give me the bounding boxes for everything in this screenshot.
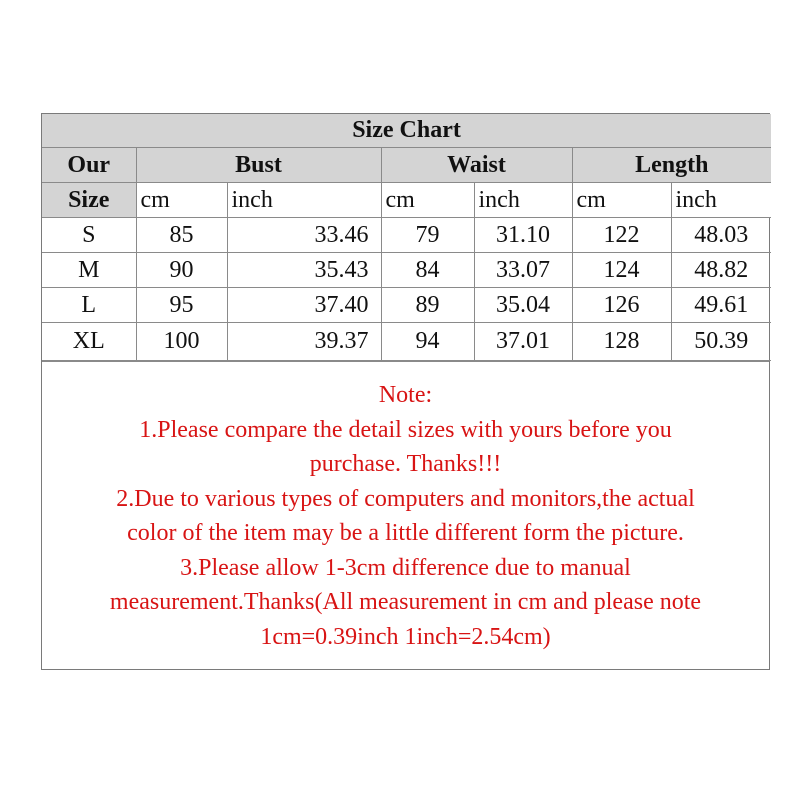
bust-cm-value: 85 bbox=[136, 218, 227, 253]
bust-header: Bust bbox=[136, 148, 381, 183]
note-line: purchase. Thanks!!! bbox=[309, 451, 502, 477]
bust-cm-value: 95 bbox=[136, 288, 227, 323]
waist-inch-value: 37.01 bbox=[474, 323, 572, 361]
length-cm-value: 128 bbox=[572, 323, 671, 361]
bust-inch-value: 39.37 bbox=[227, 323, 381, 361]
chart-title: Size Chart bbox=[42, 114, 771, 148]
length-cm-value: 124 bbox=[572, 253, 671, 288]
waist-header: Waist bbox=[381, 148, 572, 183]
unit-waist-inch: inch bbox=[474, 183, 572, 218]
bust-cm-value: 90 bbox=[136, 253, 227, 288]
size-label: XL bbox=[42, 323, 136, 361]
size-label: L bbox=[42, 288, 136, 323]
unit-waist-cm: cm bbox=[381, 183, 474, 218]
size-chart bbox=[41, 113, 770, 670]
waist-inch-value: 35.04 bbox=[474, 288, 572, 323]
length-inch-value: 48.03 bbox=[671, 218, 771, 253]
bust-inch-value: 33.46 bbox=[227, 218, 381, 253]
title-row bbox=[42, 114, 771, 148]
size-table bbox=[42, 114, 771, 361]
note-line: 2.Due to various types of computers and monitors,the actual bbox=[116, 485, 695, 512]
length-inch-value: 48.82 bbox=[671, 253, 771, 288]
bust-cm-value: 100 bbox=[136, 323, 227, 361]
waist-cm-value: 94 bbox=[381, 323, 474, 361]
size-label: M bbox=[42, 253, 136, 288]
unit-length-cm: cm bbox=[572, 183, 671, 218]
waist-cm-value: 89 bbox=[381, 288, 474, 323]
note-line: measurement.Thanks(All measurement in cm and please note bbox=[109, 589, 702, 615]
length-inch-value: 50.39 bbox=[671, 323, 771, 361]
table-row bbox=[42, 218, 771, 253]
header-row bbox=[42, 148, 771, 183]
note-line: 1.Please compare the detail sizes with yours before you bbox=[139, 416, 672, 443]
note-line: color of the item may be a little different form the picture. bbox=[127, 520, 684, 546]
table-row bbox=[42, 323, 771, 361]
note-heading: Note: bbox=[378, 382, 433, 408]
waist-cm-value: 84 bbox=[381, 253, 474, 288]
size-header-top: Our bbox=[42, 148, 136, 183]
table-row bbox=[42, 288, 771, 323]
length-inch-value: 49.61 bbox=[671, 288, 771, 323]
unit-length-inch: inch bbox=[671, 183, 771, 218]
length-cm-value: 126 bbox=[572, 288, 671, 323]
size-label: S bbox=[42, 218, 136, 253]
bust-inch-value: 37.40 bbox=[227, 288, 381, 323]
notes-section bbox=[42, 361, 769, 654]
waist-cm-value: 79 bbox=[381, 218, 474, 253]
unit-bust-cm: cm bbox=[136, 183, 227, 218]
unit-row bbox=[42, 183, 771, 218]
length-header: Length bbox=[572, 148, 771, 183]
bust-inch-value: 35.43 bbox=[227, 253, 381, 288]
length-cm-value: 122 bbox=[572, 218, 671, 253]
table-row bbox=[42, 253, 771, 288]
size-header-bottom: Size bbox=[42, 183, 136, 218]
waist-inch-value: 33.07 bbox=[474, 253, 572, 288]
unit-bust-inch: inch bbox=[227, 183, 381, 218]
waist-inch-value: 31.10 bbox=[474, 218, 572, 253]
note-line: 3.Please allow 1-3cm difference due to manual bbox=[180, 554, 631, 581]
note-line: 1cm=0.39inch 1inch=2.54cm) bbox=[260, 623, 551, 650]
